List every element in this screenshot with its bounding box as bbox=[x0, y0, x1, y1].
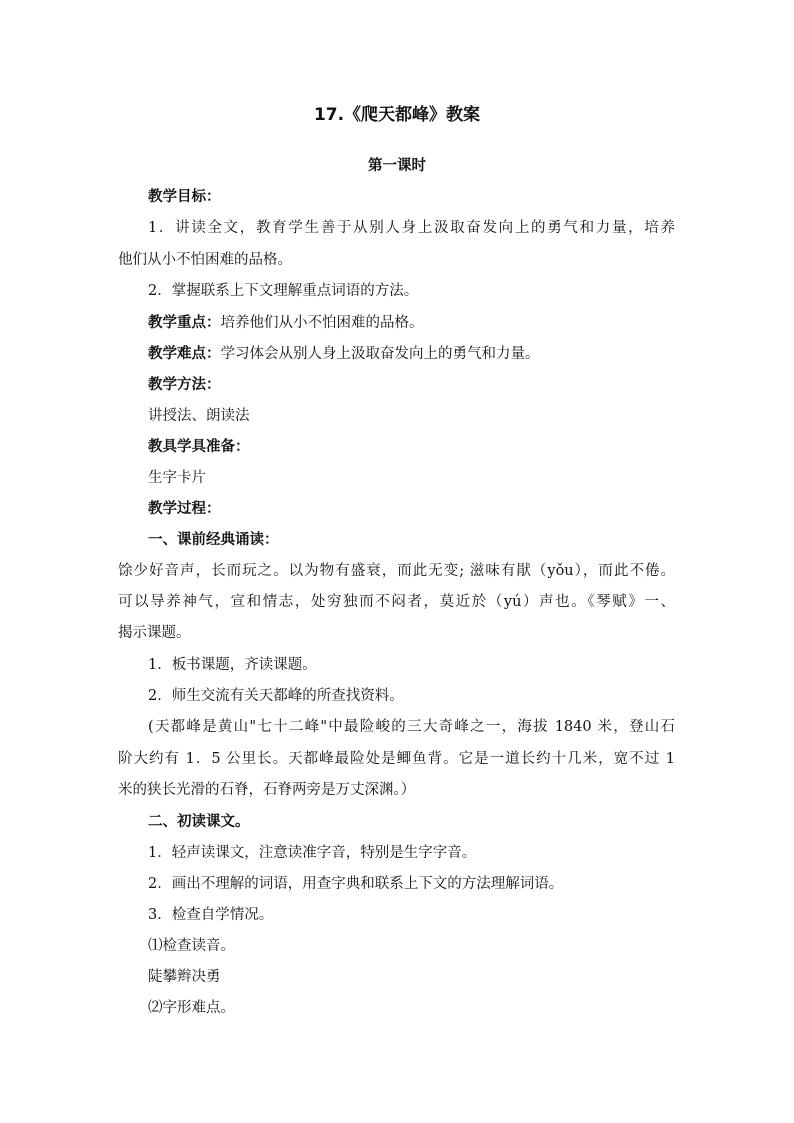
section-1-item-1: 1．板书课题，齐读课题。 bbox=[148, 657, 317, 673]
section-2-item-3: 3．检查自学情况。 bbox=[148, 907, 274, 923]
objective-1-line-1: 1．讲读全文，教育学生善于从别人身上汲取奋发向上的勇气和力量，培养 bbox=[148, 220, 675, 236]
key-point-text: 培养他们从小不怕困难的品格。 bbox=[220, 315, 424, 331]
key-point bbox=[148, 313, 424, 333]
recite-line-2: 可以导养神气，宣和情志，处穷独而不闷者，莫近於（yú）声也。《琴赋》一、 bbox=[118, 594, 675, 610]
method-heading: 教学方法： bbox=[148, 377, 221, 393]
section-2-heading: 二、初读课文。 bbox=[148, 814, 250, 830]
subitem-2: ⑵字形难点。 bbox=[148, 1000, 235, 1016]
prep-text: 生字卡片 bbox=[148, 470, 206, 486]
recite-line-3: 揭示课题。 bbox=[118, 625, 191, 641]
method-text: 讲授法、朗读法 bbox=[148, 408, 250, 424]
objectives-heading: 教学目标： bbox=[148, 189, 221, 205]
lesson-subtitle: 第一课时 bbox=[368, 158, 426, 174]
subitem-1: ⑴检查读音。 bbox=[148, 938, 235, 954]
prep-heading: 教具学具准备： bbox=[148, 439, 250, 455]
recite-line-1: 馀少好音声，长而玩之。以为物有盛衰，而此无变; 滋味有猒（yǒu），而此不倦。 bbox=[118, 563, 675, 579]
objective-1-line-2: 他们从小不怕困难的品格。 bbox=[118, 252, 292, 268]
subitem-1-words: 陡攀辫决勇 bbox=[148, 969, 221, 985]
section-2-item-2: 2．画出不理解的词语，用查字典和联系上下文的方法理解词语。 bbox=[148, 876, 564, 892]
info-line-3: 米的狭长光滑的石脊，石脊两旁是万丈深渊。） bbox=[118, 782, 416, 798]
info-line-2: 阶大约有 1．5 公里长。天都峰最险处是鲫鱼背。它是一道长约十几米，宽不过 1 bbox=[118, 751, 675, 767]
process-heading: 教学过程： bbox=[148, 501, 221, 517]
section-2-item-1: 1．轻声读课文，注意读准字音，特别是生字字音。 bbox=[148, 845, 477, 861]
section-1-item-2: 2．师生交流有关天都峰的所查找资料。 bbox=[148, 688, 404, 704]
difficulty-text: 学习体会从别人身上汲取奋发向上的勇气和力量。 bbox=[220, 346, 540, 362]
difficulty-label: 教学难点： bbox=[148, 346, 221, 362]
section-1-heading: 一、课前经典诵读： bbox=[148, 532, 279, 548]
difficulty-point bbox=[148, 344, 540, 364]
info-line-1: (天都峰是黄山"七十二峰"中最险峻的三大奇峰之一，海拔 1840 米，登山石 bbox=[148, 719, 675, 735]
objective-2: 2．掌握联系上下文理解重点词语的方法。 bbox=[148, 283, 419, 299]
page-title: 17.《爬天都峰》教案 bbox=[313, 105, 481, 125]
key-point-label: 教学重点： bbox=[148, 315, 221, 331]
